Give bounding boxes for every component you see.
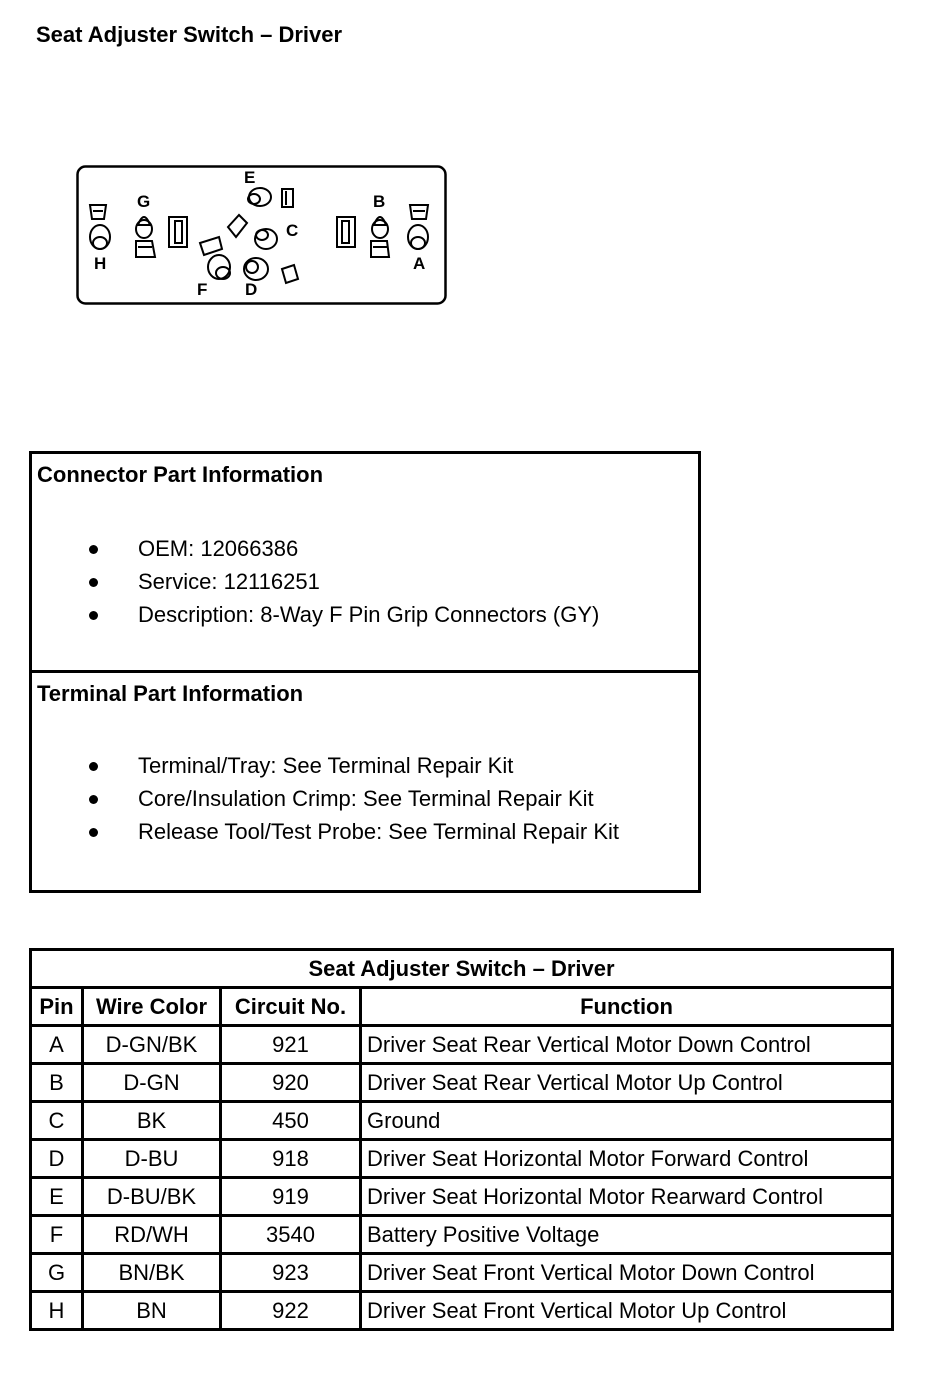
cell-function: Driver Seat Front Vertical Motor Down Control xyxy=(361,1254,893,1292)
part-info-box xyxy=(29,451,701,893)
page-title: Seat Adjuster Switch – Driver xyxy=(36,22,343,47)
column-header-pin: Pin xyxy=(31,988,83,1026)
cell-pin: C xyxy=(31,1102,83,1140)
table-caption-row xyxy=(31,950,893,988)
cell-function: Driver Seat Front Vertical Motor Up Control xyxy=(361,1292,893,1330)
table-row xyxy=(31,1026,893,1064)
terminal-info-heading: Terminal Part Information xyxy=(37,681,304,706)
column-header-function: Function xyxy=(361,988,893,1026)
list-item: Terminal/Tray: See Terminal Repair Kit xyxy=(32,751,619,784)
cell-wire-color: D-GN/BK xyxy=(83,1026,221,1064)
cell-circuit: 918 xyxy=(221,1140,361,1178)
pin-label-c: C xyxy=(286,221,299,240)
cell-function: Driver Seat Horizontal Motor Rearward Control xyxy=(361,1178,893,1216)
cell-wire-color: D-GN xyxy=(83,1064,221,1102)
pin-label-f: F xyxy=(197,280,208,299)
table-row xyxy=(31,1216,893,1254)
cell-circuit: 922 xyxy=(221,1292,361,1330)
cell-wire-color: D-BU/BK xyxy=(83,1178,221,1216)
cell-function: Driver Seat Rear Vertical Motor Up Control xyxy=(361,1064,893,1102)
list-item: Description: 8-Way F Pin Grip Connectors (GY) xyxy=(32,600,599,633)
cell-function: Ground xyxy=(361,1102,893,1140)
cell-wire-color: BK xyxy=(83,1102,221,1140)
connector-info-section xyxy=(32,454,698,673)
terminal-info-section xyxy=(32,673,698,890)
cell-wire-color: BN/BK xyxy=(83,1254,221,1292)
cell-wire-color: BN xyxy=(83,1292,221,1330)
table-row xyxy=(31,1140,893,1178)
cell-wire-color: D-BU xyxy=(83,1140,221,1178)
list-item: Core/Insulation Crimp: See Terminal Repair Kit xyxy=(32,784,619,817)
connector-info-list xyxy=(32,534,599,633)
cell-function: Battery Positive Voltage xyxy=(361,1216,893,1254)
list-item: Release Tool/Test Probe: See Terminal Repair Kit xyxy=(32,817,619,850)
cell-pin: B xyxy=(31,1064,83,1102)
pin-table xyxy=(29,948,894,1331)
cell-pin: G xyxy=(31,1254,83,1292)
table-row xyxy=(31,1178,893,1216)
cell-circuit: 3540 xyxy=(221,1216,361,1254)
cell-circuit: 919 xyxy=(221,1178,361,1216)
pin-label-e: E xyxy=(244,168,256,187)
column-header-wire-color: Wire Color xyxy=(83,988,221,1026)
cell-pin: D xyxy=(31,1140,83,1178)
table-row xyxy=(31,1064,893,1102)
connector-info-heading: Connector Part Information xyxy=(37,462,324,487)
pin-label-g: G xyxy=(137,192,151,211)
table-header-row xyxy=(31,988,893,1026)
cell-pin: H xyxy=(31,1292,83,1330)
cell-pin: F xyxy=(31,1216,83,1254)
cell-circuit: 921 xyxy=(221,1026,361,1064)
cell-pin: E xyxy=(31,1178,83,1216)
column-header-circuit: Circuit No. xyxy=(221,988,361,1026)
table-row xyxy=(31,1292,893,1330)
cell-wire-color: RD/WH xyxy=(83,1216,221,1254)
table-row xyxy=(31,1254,893,1292)
cell-circuit: 450 xyxy=(221,1102,361,1140)
cell-function: Driver Seat Horizontal Motor Forward Control xyxy=(361,1140,893,1178)
terminal-info-list xyxy=(32,751,619,850)
pin-label-h: H xyxy=(94,254,107,273)
cell-function: Driver Seat Rear Vertical Motor Down Control xyxy=(361,1026,893,1064)
connector-diagram xyxy=(76,165,448,307)
cell-circuit: 923 xyxy=(221,1254,361,1292)
pin-label-a: A xyxy=(413,254,426,273)
pin-label-d: D xyxy=(245,280,258,299)
table-row xyxy=(31,1102,893,1140)
list-item: OEM: 12066386 xyxy=(32,534,599,567)
cell-circuit: 920 xyxy=(221,1064,361,1102)
pin-label-b: B xyxy=(373,192,386,211)
cell-pin: A xyxy=(31,1026,83,1064)
table-caption: Seat Adjuster Switch – Driver xyxy=(31,950,893,988)
list-item: Service: 12116251 xyxy=(32,567,599,600)
